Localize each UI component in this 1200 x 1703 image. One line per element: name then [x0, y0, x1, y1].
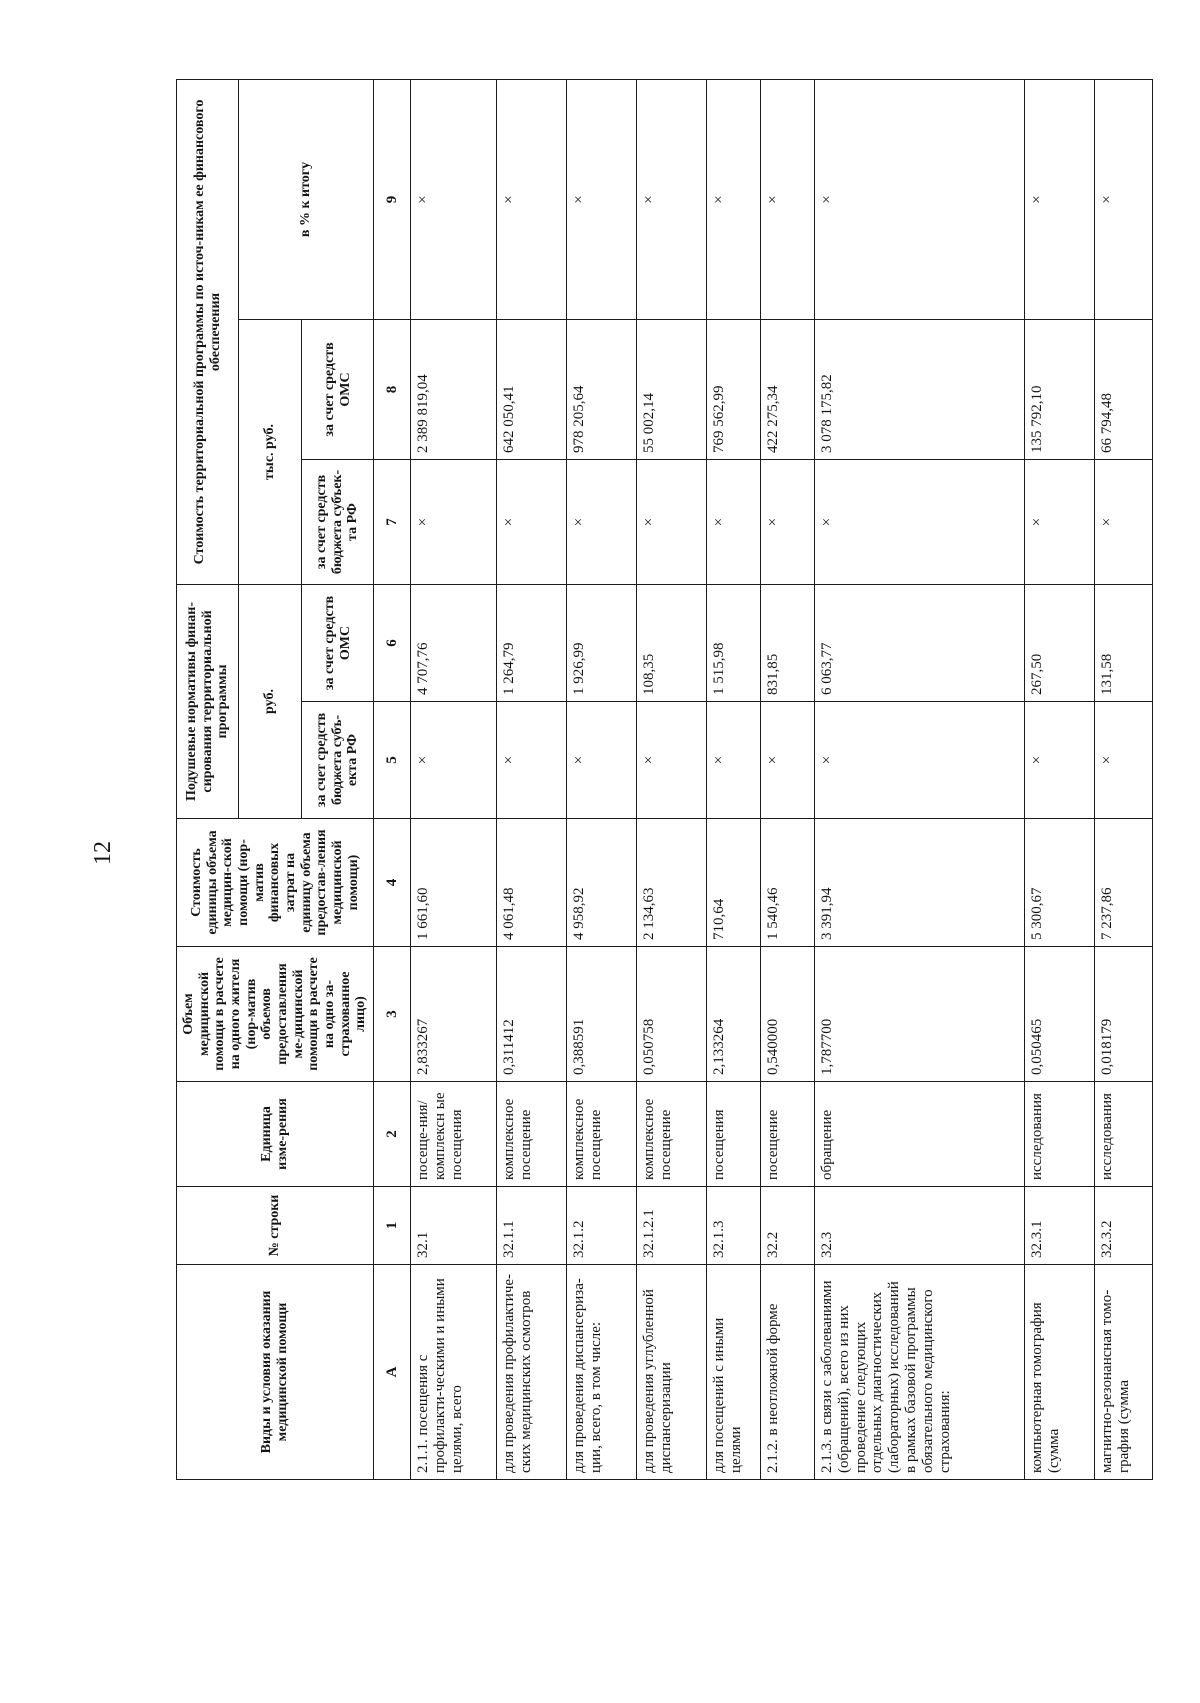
cell-total-budget: × [411, 460, 497, 585]
header-col-1: № строки [177, 1187, 374, 1265]
cell-line-number: 32.3 [815, 1187, 1025, 1265]
cell-total-budget: × [497, 460, 567, 585]
header-col-8: за счет средств ОМС [302, 320, 374, 460]
cell-per-capita-budget: × [815, 702, 1025, 819]
cell-unit-cost: 1 540,46 [761, 819, 815, 947]
cell-line-number: 32.1 [411, 1187, 497, 1265]
header-col-3: Объем медицинской помощи в расчете на одного жителя (нор-матив объемов предоставления ме-дицинской помощи в расчете на одно за-страхованное лицо) [177, 947, 374, 1082]
column-number: 6 [374, 585, 411, 702]
cell-unit: комплексное посещение [497, 1082, 567, 1187]
column-number: 3 [374, 947, 411, 1082]
cell-percent-total: × [707, 79, 761, 319]
cell-per-capita-oms: 1 264,79 [497, 585, 567, 702]
financing-norms-table [176, 79, 1153, 1480]
cell-unit-cost: 4 958,92 [567, 819, 637, 947]
cell-per-capita-budget: × [1025, 702, 1095, 819]
cell-per-capita-oms: 4 707,76 [411, 585, 497, 702]
cell-total-oms: 66 794,48 [1095, 320, 1153, 460]
cell-total-oms: 55 002,14 [637, 320, 707, 460]
cell-total-budget: × [815, 460, 1025, 585]
cell-per-capita-budget: × [707, 702, 761, 819]
cell-per-capita-oms: 108,35 [637, 585, 707, 702]
header-col-a: Виды и условия оказания медицинской помощи [177, 1265, 374, 1480]
cell-total-oms: 135 792,10 [1025, 320, 1095, 460]
header-col-4: Стоимость единицы объема медицин-ской помощи (нор-матив финансовых затрат на единицу объема предостав-ления медицинской помощи) [177, 819, 374, 947]
cell-volume: 1,787700 [815, 947, 1025, 1082]
header-cost-unit: тыс. руб. [239, 320, 302, 585]
table-row [1095, 79, 1153, 1479]
page-number: 12 [90, 841, 116, 865]
cell-unit: посеще-ния/комплексн ые посещения [411, 1082, 497, 1187]
column-number: 8 [374, 320, 411, 460]
cell-total-budget: × [567, 460, 637, 585]
cell-unit: посещение [761, 1082, 815, 1187]
cell-line-number: 32.1.3 [707, 1187, 761, 1265]
cell-volume: 0,050758 [637, 947, 707, 1082]
header-col-2: Единица изме-рения [177, 1082, 374, 1187]
cell-kind-of-care: 2.1.3. в связи с заболеваниями (обращений), всего из них проведение следующих отдельных диагностических (лабораторных) исследований в рамках базовой программы обязательного медицинского страхования: [815, 1265, 1025, 1480]
table-body [411, 79, 1153, 1479]
cell-volume: 0,540000 [761, 947, 815, 1082]
cell-volume: 0,388591 [567, 947, 637, 1082]
cell-kind-of-care: для посещений с иными целями [707, 1265, 761, 1480]
cell-unit: посещения [707, 1082, 761, 1187]
rotated-table-container [176, 80, 1132, 1480]
cell-per-capita-budget: × [497, 702, 567, 819]
cell-percent-total: × [1025, 79, 1095, 319]
cell-kind-of-care: 2.1.2. в неотложной форме [761, 1265, 815, 1480]
cell-per-capita-budget: × [637, 702, 707, 819]
header-col-6: за счет средств ОМС [302, 585, 374, 702]
cell-per-capita-budget: × [761, 702, 815, 819]
header-col-5: за счет средств бюджета субъ-екта РФ [302, 702, 374, 819]
header-col-9: в % к итогу [239, 79, 374, 319]
column-number: 2 [374, 1082, 411, 1187]
cell-unit: обращение [815, 1082, 1025, 1187]
cell-total-oms: 422 275,34 [761, 320, 815, 460]
cell-total-budget: × [1095, 460, 1153, 585]
cell-kind-of-care: 2.1.1. посещения с профилакти-ческими и иными целями, всего [411, 1265, 497, 1480]
cell-unit-cost: 4 061,48 [497, 819, 567, 947]
cell-unit-cost: 5 300,67 [1025, 819, 1095, 947]
cell-line-number: 32.1.2 [567, 1187, 637, 1265]
cell-line-number: 32.1.1 [497, 1187, 567, 1265]
cell-volume: 2,833267 [411, 947, 497, 1082]
column-number: 4 [374, 819, 411, 947]
cell-total-budget: × [1025, 460, 1095, 585]
cell-line-number: 32.2 [761, 1187, 815, 1265]
cell-total-budget: × [707, 460, 761, 585]
table-row [1025, 79, 1095, 1479]
cell-line-number: 32.3.2 [1095, 1187, 1153, 1265]
header-group-cost: Стоимость территориальной программы по источ-никам ее финансового обеспечения [177, 79, 239, 584]
cell-percent-total: × [1095, 79, 1153, 319]
column-number: 7 [374, 460, 411, 585]
cell-volume: 0,311412 [497, 947, 567, 1082]
cell-kind-of-care: для проведения углубленной диспансеризации [637, 1265, 707, 1480]
column-number: А [374, 1265, 411, 1480]
cell-percent-total: × [761, 79, 815, 319]
cell-unit: комплексное посещение [567, 1082, 637, 1187]
cell-per-capita-budget: × [411, 702, 497, 819]
cell-kind-of-care: магнитно-резонансная томо-графия (сумма [1095, 1265, 1153, 1480]
cell-unit-cost: 2 134,63 [637, 819, 707, 947]
table-row [411, 79, 497, 1479]
cell-unit: исследования [1095, 1082, 1153, 1187]
cell-total-oms: 2 389 819,04 [411, 320, 497, 460]
column-number: 9 [374, 79, 411, 319]
table-row [637, 79, 707, 1479]
header-col-7: за счет средств бюджета субъек-та РФ [302, 460, 374, 585]
cell-per-capita-oms: 131,58 [1095, 585, 1153, 702]
column-number: 5 [374, 702, 411, 819]
cell-unit-cost: 7 237,86 [1095, 819, 1153, 947]
cell-percent-total: × [815, 79, 1025, 319]
cell-unit-cost: 710,64 [707, 819, 761, 947]
table-row [761, 79, 815, 1479]
cell-unit-cost: 1 661,60 [411, 819, 497, 947]
cell-percent-total: × [637, 79, 707, 319]
cell-total-budget: × [637, 460, 707, 585]
cell-kind-of-care: для проведения профилактиче-ских медицинских осмотров [497, 1265, 567, 1480]
cell-per-capita-oms: 267,50 [1025, 585, 1095, 702]
column-numbers-row [374, 79, 411, 1479]
table-row [815, 79, 1025, 1479]
header-norms-unit: руб. [239, 585, 302, 819]
cell-per-capita-budget: × [567, 702, 637, 819]
column-number: 1 [374, 1187, 411, 1265]
cell-per-capita-oms: 1 926,99 [567, 585, 637, 702]
cell-kind-of-care: компьютерная томография (сумма [1025, 1265, 1095, 1480]
cell-line-number: 32.3.1 [1025, 1187, 1095, 1265]
cell-per-capita-oms: 6 063,77 [815, 585, 1025, 702]
header-group-norms: Подушевые нормативы финан-сирования территориальной программы [177, 585, 239, 819]
cell-volume: 0,018179 [1095, 947, 1153, 1082]
cell-unit: исследования [1025, 1082, 1095, 1187]
cell-unit: комплексное посещение [637, 1082, 707, 1187]
table-row [567, 79, 637, 1479]
cell-volume: 0,050465 [1025, 947, 1095, 1082]
table-row [497, 79, 567, 1479]
cell-per-capita-oms: 831,85 [761, 585, 815, 702]
cell-kind-of-care: для проведения диспансериза-ции, всего, в том числе: [567, 1265, 637, 1480]
cell-total-oms: 769 562,99 [707, 320, 761, 460]
cell-percent-total: × [497, 79, 567, 319]
cell-per-capita-oms: 1 515,98 [707, 585, 761, 702]
cell-total-oms: 3 078 175,82 [815, 320, 1025, 460]
cell-total-budget: × [761, 460, 815, 585]
table-row [707, 79, 761, 1479]
cell-volume: 2,133264 [707, 947, 761, 1082]
cell-total-oms: 978 205,64 [567, 320, 637, 460]
cell-percent-total: × [567, 79, 637, 319]
cell-total-oms: 642 050,41 [497, 320, 567, 460]
cell-unit-cost: 3 391,94 [815, 819, 1025, 947]
cell-percent-total: × [411, 79, 497, 319]
cell-line-number: 32.1.2.1 [637, 1187, 707, 1265]
cell-per-capita-budget: × [1095, 702, 1153, 819]
